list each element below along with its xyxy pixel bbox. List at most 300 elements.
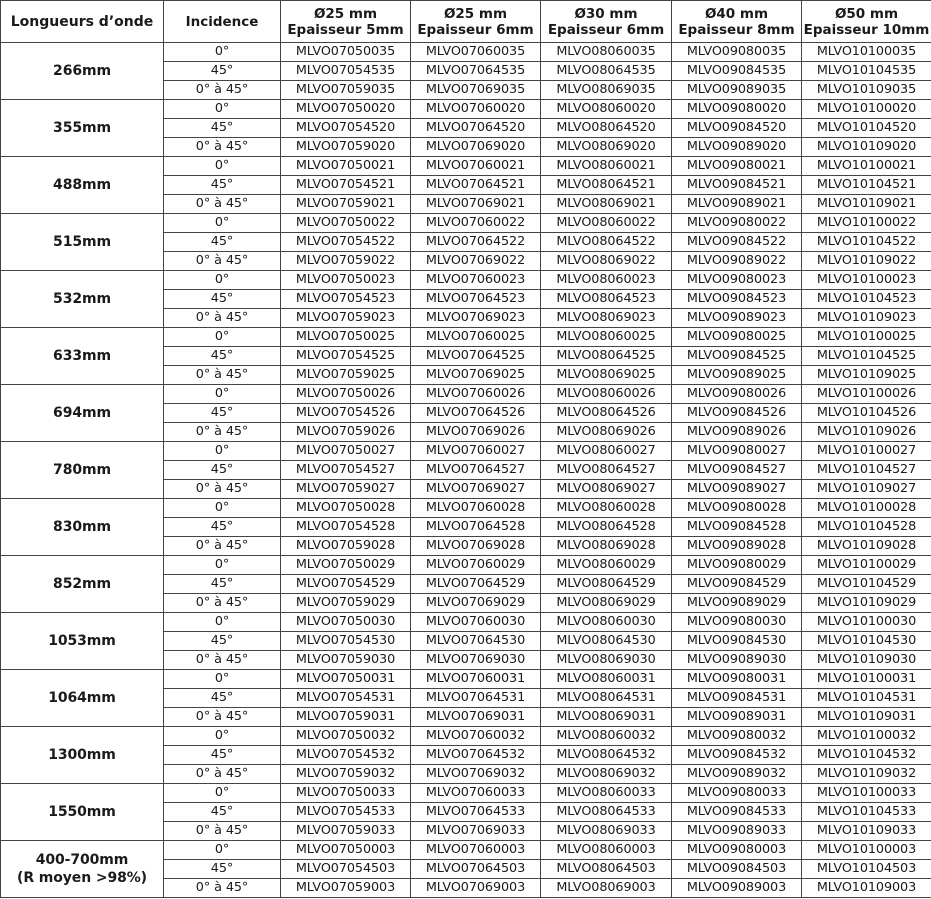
reference-cell: MLVO07054520 xyxy=(281,119,411,138)
reference-cell: MLVO08069029 xyxy=(541,594,672,613)
reference-cell: MLVO07064526 xyxy=(411,404,541,423)
reference-cell: MLVO10100027 xyxy=(802,442,931,461)
incidence-cell: 0° à 45° xyxy=(164,480,281,499)
reference-cell: MLVO08060029 xyxy=(541,556,672,575)
reference-cell: MLVO07060029 xyxy=(411,556,541,575)
wavelength-label: 1053mm xyxy=(48,633,116,649)
reference-cell: MLVO10100028 xyxy=(802,499,931,518)
reference-cell: MLVO07060003 xyxy=(411,841,541,860)
reference-cell: MLVO07060033 xyxy=(411,784,541,803)
reference-cell: MLVO07064530 xyxy=(411,632,541,651)
incidence-cell: 45° xyxy=(164,62,281,81)
reference-cell: MLVO08064529 xyxy=(541,575,672,594)
reference-cell: MLVO08060028 xyxy=(541,499,672,518)
reference-cell: MLVO07050035 xyxy=(281,43,411,62)
reference-cell: MLVO09089020 xyxy=(672,138,802,157)
reference-cell: MLVO07069033 xyxy=(411,822,541,841)
reference-cell: MLVO09089023 xyxy=(672,309,802,328)
reference-cell: MLVO09084532 xyxy=(672,746,802,765)
reference-cell: MLVO07064522 xyxy=(411,233,541,252)
reference-cell: MLVO09080027 xyxy=(672,442,802,461)
reference-cell: MLVO10104522 xyxy=(802,233,931,252)
reference-cell: MLVO09089035 xyxy=(672,81,802,100)
reference-cell: MLVO08064527 xyxy=(541,461,672,480)
reference-cell: MLVO10109025 xyxy=(802,366,931,385)
reference-cell: MLVO07054531 xyxy=(281,689,411,708)
reference-cell: MLVO09080026 xyxy=(672,385,802,404)
reference-cell: MLVO07050031 xyxy=(281,670,411,689)
reference-cell: MLVO10104528 xyxy=(802,518,931,537)
reference-cell: MLVO07064520 xyxy=(411,119,541,138)
reference-cell: MLVO09089028 xyxy=(672,537,802,556)
reference-cell: MLVO07069027 xyxy=(411,480,541,499)
reference-cell: MLVO07064525 xyxy=(411,347,541,366)
incidence-cell: 0° à 45° xyxy=(164,195,281,214)
reference-cell: MLVO07059026 xyxy=(281,423,411,442)
table-row xyxy=(1,670,931,689)
incidence-cell: 0° xyxy=(164,385,281,404)
reference-cell: MLVO07054528 xyxy=(281,518,411,537)
reference-cell: MLVO07069025 xyxy=(411,366,541,385)
reference-cell: MLVO10104525 xyxy=(802,347,931,366)
reference-cell: MLVO10100023 xyxy=(802,271,931,290)
reference-cell: MLVO07054529 xyxy=(281,575,411,594)
incidence-cell: 0° à 45° xyxy=(164,879,281,898)
table-row xyxy=(1,556,931,575)
reference-cell: MLVO07054526 xyxy=(281,404,411,423)
reference-cell: MLVO07064521 xyxy=(411,176,541,195)
reference-cell: MLVO08069025 xyxy=(541,366,672,385)
wavelength-cell xyxy=(1,613,164,670)
reference-cell: MLVO09080035 xyxy=(672,43,802,62)
reference-cell: MLVO08064532 xyxy=(541,746,672,765)
header-size-50-10: Ø50 mm Epaisseur 10mm xyxy=(802,1,931,43)
reference-cell: MLVO07064529 xyxy=(411,575,541,594)
reference-cell: MLVO07050025 xyxy=(281,328,411,347)
reference-cell: MLVO07050030 xyxy=(281,613,411,632)
wavelength-cell xyxy=(1,100,164,157)
reference-cell: MLVO08060003 xyxy=(541,841,672,860)
reference-cell: MLVO10109026 xyxy=(802,423,931,442)
incidence-cell: 0° xyxy=(164,727,281,746)
reference-cell: MLVO07060021 xyxy=(411,157,541,176)
table-row xyxy=(1,100,931,119)
wavelength-label: 1550mm xyxy=(48,804,116,820)
reference-cell: MLVO09084531 xyxy=(672,689,802,708)
incidence-cell: 45° xyxy=(164,803,281,822)
reference-cell: MLVO07059033 xyxy=(281,822,411,841)
wavelength-label: 633mm xyxy=(53,348,111,364)
reference-cell: MLVO08064530 xyxy=(541,632,672,651)
reference-cell: MLVO08069032 xyxy=(541,765,672,784)
reference-cell: MLVO10109027 xyxy=(802,480,931,499)
reference-cell: MLVO07069020 xyxy=(411,138,541,157)
reference-cell: MLVO07064532 xyxy=(411,746,541,765)
reference-cell: MLVO08069028 xyxy=(541,537,672,556)
reference-cell: MLVO09084530 xyxy=(672,632,802,651)
reference-cell: MLVO08064535 xyxy=(541,62,672,81)
table-row xyxy=(1,499,931,518)
reference-cell: MLVO08064528 xyxy=(541,518,672,537)
incidence-cell: 45° xyxy=(164,461,281,480)
wavelength-label: 830mm xyxy=(53,519,111,535)
reference-cell: MLVO07059032 xyxy=(281,765,411,784)
incidence-cell: 45° xyxy=(164,233,281,252)
reference-cell: MLVO10104529 xyxy=(802,575,931,594)
incidence-cell: 0° à 45° xyxy=(164,366,281,385)
incidence-cell: 0° xyxy=(164,613,281,632)
reference-cell: MLVO07050027 xyxy=(281,442,411,461)
reference-cell: MLVO07069030 xyxy=(411,651,541,670)
incidence-cell: 45° xyxy=(164,347,281,366)
wavelength-label: 515mm xyxy=(53,234,111,250)
reference-cell: MLVO10109035 xyxy=(802,81,931,100)
reference-cell: MLVO07050023 xyxy=(281,271,411,290)
reference-cell: MLVO08069033 xyxy=(541,822,672,841)
reference-cell: MLVO10104526 xyxy=(802,404,931,423)
reference-cell: MLVO07054503 xyxy=(281,860,411,879)
reference-cell: MLVO07050020 xyxy=(281,100,411,119)
reference-cell: MLVO07060023 xyxy=(411,271,541,290)
reference-cell: MLVO08060031 xyxy=(541,670,672,689)
reference-cell: MLVO10104530 xyxy=(802,632,931,651)
reference-cell: MLVO08060020 xyxy=(541,100,672,119)
reference-cell: MLVO07050028 xyxy=(281,499,411,518)
reference-cell: MLVO10104520 xyxy=(802,119,931,138)
reference-cell: MLVO08069027 xyxy=(541,480,672,499)
incidence-cell: 0° xyxy=(164,100,281,119)
incidence-cell: 0° à 45° xyxy=(164,765,281,784)
reference-cell: MLVO07069026 xyxy=(411,423,541,442)
reference-cell: MLVO08069021 xyxy=(541,195,672,214)
reference-cell: MLVO09084533 xyxy=(672,803,802,822)
reference-cell: MLVO07050021 xyxy=(281,157,411,176)
reference-cell: MLVO08060026 xyxy=(541,385,672,404)
reference-cell: MLVO09080031 xyxy=(672,670,802,689)
incidence-cell: 0° xyxy=(164,556,281,575)
wavelength-label: 532mm xyxy=(53,291,111,307)
reference-cell: MLVO07054535 xyxy=(281,62,411,81)
reference-cell: MLVO10100035 xyxy=(802,43,931,62)
reference-cell: MLVO09089032 xyxy=(672,765,802,784)
reference-cell: MLVO10100022 xyxy=(802,214,931,233)
reference-cell: MLVO10100021 xyxy=(802,157,931,176)
incidence-cell: 0° xyxy=(164,157,281,176)
incidence-cell: 45° xyxy=(164,404,281,423)
reference-cell: MLVO08060023 xyxy=(541,271,672,290)
header-size-25-6: Ø25 mm Epaisseur 6mm xyxy=(411,1,541,43)
reference-cell: MLVO09080020 xyxy=(672,100,802,119)
reference-cell: MLVO09084523 xyxy=(672,290,802,309)
table-row xyxy=(1,784,931,803)
reference-cell: MLVO07060025 xyxy=(411,328,541,347)
header-row xyxy=(1,1,931,43)
reference-cell: MLVO08069031 xyxy=(541,708,672,727)
header-size-25-5: Ø25 mm Epaisseur 5mm xyxy=(281,1,411,43)
reference-cell: MLVO07064533 xyxy=(411,803,541,822)
wavelength-note: (R moyen >98%) xyxy=(17,870,147,886)
reference-cell: MLVO07059022 xyxy=(281,252,411,271)
reference-cell: MLVO07059028 xyxy=(281,537,411,556)
reference-cell: MLVO09089025 xyxy=(672,366,802,385)
table-row xyxy=(1,841,931,860)
reference-cell: MLVO07060020 xyxy=(411,100,541,119)
reference-cell: MLVO09080032 xyxy=(672,727,802,746)
reference-cell: MLVO07054525 xyxy=(281,347,411,366)
reference-cell: MLVO09089027 xyxy=(672,480,802,499)
reference-cell: MLVO10109032 xyxy=(802,765,931,784)
reference-cell: MLVO07059027 xyxy=(281,480,411,499)
incidence-cell: 0° xyxy=(164,328,281,347)
reference-cell: MLVO07054530 xyxy=(281,632,411,651)
incidence-cell: 0° à 45° xyxy=(164,651,281,670)
reference-cell: MLVO10109020 xyxy=(802,138,931,157)
incidence-cell: 0° à 45° xyxy=(164,81,281,100)
reference-cell: MLVO08069035 xyxy=(541,81,672,100)
reference-cell: MLVO10100003 xyxy=(802,841,931,860)
wavelength-label: 852mm xyxy=(53,576,111,592)
reference-cell: MLVO07059031 xyxy=(281,708,411,727)
reference-cell: MLVO07059035 xyxy=(281,81,411,100)
reference-cell: MLVO10109031 xyxy=(802,708,931,727)
reference-cell: MLVO07069031 xyxy=(411,708,541,727)
reference-cell: MLVO07069035 xyxy=(411,81,541,100)
reference-cell: MLVO07054521 xyxy=(281,176,411,195)
reference-cell: MLVO10109030 xyxy=(802,651,931,670)
incidence-cell: 45° xyxy=(164,119,281,138)
incidence-cell: 45° xyxy=(164,746,281,765)
reference-cell: MLVO09084526 xyxy=(672,404,802,423)
reference-cell: MLVO09089022 xyxy=(672,252,802,271)
reference-cell: MLVO07050032 xyxy=(281,727,411,746)
reference-cell: MLVO07054532 xyxy=(281,746,411,765)
table-row xyxy=(1,214,931,233)
reference-cell: MLVO09080021 xyxy=(672,157,802,176)
incidence-cell: 45° xyxy=(164,689,281,708)
reference-cell: MLVO10104533 xyxy=(802,803,931,822)
reference-cell: MLVO09084529 xyxy=(672,575,802,594)
wavelength-cell xyxy=(1,784,164,841)
reference-cell: MLVO10104535 xyxy=(802,62,931,81)
reference-cell: MLVO07069028 xyxy=(411,537,541,556)
incidence-cell: 45° xyxy=(164,632,281,651)
reference-cell: MLVO10104531 xyxy=(802,689,931,708)
reference-cell: MLVO08060035 xyxy=(541,43,672,62)
reference-cell: MLVO10109029 xyxy=(802,594,931,613)
wavelength-cell xyxy=(1,841,164,898)
table-row xyxy=(1,328,931,347)
wavelength-cell xyxy=(1,499,164,556)
wavelength-label: 780mm xyxy=(53,462,111,478)
incidence-cell: 0° à 45° xyxy=(164,309,281,328)
table-body xyxy=(1,43,931,898)
reference-cell: MLVO08060032 xyxy=(541,727,672,746)
reference-cell: MLVO09084535 xyxy=(672,62,802,81)
reference-cell: MLVO07054527 xyxy=(281,461,411,480)
wavelength-cell xyxy=(1,442,164,499)
reference-cell: MLVO09084522 xyxy=(672,233,802,252)
reference-cell: MLVO07059025 xyxy=(281,366,411,385)
reference-cell: MLVO09080025 xyxy=(672,328,802,347)
reference-cell: MLVO07050022 xyxy=(281,214,411,233)
reference-cell: MLVO07054522 xyxy=(281,233,411,252)
table-row xyxy=(1,613,931,632)
reference-cell: MLVO08060033 xyxy=(541,784,672,803)
reference-cell: MLVO09084527 xyxy=(672,461,802,480)
reference-cell: MLVO10100030 xyxy=(802,613,931,632)
reference-cell: MLVO10104521 xyxy=(802,176,931,195)
header-size-40-8: Ø40 mm Epaisseur 8mm xyxy=(672,1,802,43)
incidence-cell: 0° xyxy=(164,442,281,461)
wavelength-label: 488mm xyxy=(53,177,111,193)
reference-cell: MLVO10100032 xyxy=(802,727,931,746)
wavelength-cell xyxy=(1,157,164,214)
reference-cell: MLVO09080029 xyxy=(672,556,802,575)
reference-cell: MLVO08064533 xyxy=(541,803,672,822)
reference-cell: MLVO07050026 xyxy=(281,385,411,404)
table-row xyxy=(1,43,931,62)
header-wavelength: Longueurs d’onde xyxy=(1,1,164,43)
reference-cell: MLVO09080003 xyxy=(672,841,802,860)
wavelength-label: 400-700mm xyxy=(35,852,129,868)
wavelength-cell xyxy=(1,385,164,442)
reference-cell: MLVO09080033 xyxy=(672,784,802,803)
reference-cell: MLVO09084503 xyxy=(672,860,802,879)
reference-cell: MLVO09080023 xyxy=(672,271,802,290)
reference-cell: MLVO07069032 xyxy=(411,765,541,784)
reference-cell: MLVO08064525 xyxy=(541,347,672,366)
reference-cell: MLVO10100033 xyxy=(802,784,931,803)
reference-cell: MLVO07064523 xyxy=(411,290,541,309)
incidence-cell: 0° à 45° xyxy=(164,537,281,556)
incidence-cell: 0° xyxy=(164,271,281,290)
reference-cell: MLVO07069029 xyxy=(411,594,541,613)
reference-cell: MLVO07064535 xyxy=(411,62,541,81)
reference-cell: MLVO10109023 xyxy=(802,309,931,328)
reference-cell: MLVO07069003 xyxy=(411,879,541,898)
reference-cell: MLVO10109003 xyxy=(802,879,931,898)
reference-cell: MLVO08064522 xyxy=(541,233,672,252)
reference-cell: MLVO09089021 xyxy=(672,195,802,214)
reference-cell: MLVO08069030 xyxy=(541,651,672,670)
wavelength-cell xyxy=(1,556,164,613)
reference-cell: MLVO08064523 xyxy=(541,290,672,309)
incidence-cell: 45° xyxy=(164,575,281,594)
reference-cell: MLVO08069026 xyxy=(541,423,672,442)
reference-cell: MLVO09084520 xyxy=(672,119,802,138)
wavelength-cell xyxy=(1,43,164,100)
reference-cell: MLVO10104527 xyxy=(802,461,931,480)
reference-cell: MLVO08060027 xyxy=(541,442,672,461)
reference-cell: MLVO10109022 xyxy=(802,252,931,271)
reference-cell: MLVO07050003 xyxy=(281,841,411,860)
reference-cell: MLVO07054523 xyxy=(281,290,411,309)
reference-cell: MLVO09080030 xyxy=(672,613,802,632)
incidence-cell: 0° xyxy=(164,670,281,689)
reference-cell: MLVO08060022 xyxy=(541,214,672,233)
reference-cell: MLVO07060028 xyxy=(411,499,541,518)
reference-cell: MLVO08064526 xyxy=(541,404,672,423)
reference-cell: MLVO09084525 xyxy=(672,347,802,366)
reference-cell: MLVO07064527 xyxy=(411,461,541,480)
incidence-cell: 0° à 45° xyxy=(164,594,281,613)
header-incidence: Incidence xyxy=(164,1,281,43)
incidence-cell: 0° xyxy=(164,841,281,860)
reference-cell: MLVO09080028 xyxy=(672,499,802,518)
incidence-cell: 45° xyxy=(164,290,281,309)
wavelength-label: 355mm xyxy=(53,120,111,136)
wavelength-cell xyxy=(1,214,164,271)
reference-cell: MLVO07060032 xyxy=(411,727,541,746)
reference-cell: MLVO10100025 xyxy=(802,328,931,347)
reference-cell: MLVO07060031 xyxy=(411,670,541,689)
reference-cell: MLVO07059030 xyxy=(281,651,411,670)
table-row xyxy=(1,442,931,461)
reference-cell: MLVO09089003 xyxy=(672,879,802,898)
wavelength-label: 1300mm xyxy=(48,747,116,763)
wavelength-cell xyxy=(1,727,164,784)
wavelength-label: 694mm xyxy=(53,405,111,421)
reference-cell: MLVO08060025 xyxy=(541,328,672,347)
incidence-cell: 0° xyxy=(164,214,281,233)
wavelength-label: 266mm xyxy=(53,63,111,79)
incidence-cell: 45° xyxy=(164,518,281,537)
reference-cell: MLVO07069022 xyxy=(411,252,541,271)
reference-cell: MLVO10109028 xyxy=(802,537,931,556)
reference-cell: MLVO08069022 xyxy=(541,252,672,271)
reference-cell: MLVO09089030 xyxy=(672,651,802,670)
reference-cell: MLVO08064520 xyxy=(541,119,672,138)
reference-cell: MLVO07050033 xyxy=(281,784,411,803)
reference-cell: MLVO09089031 xyxy=(672,708,802,727)
reference-cell: MLVO07069021 xyxy=(411,195,541,214)
reference-cell: MLVO09080022 xyxy=(672,214,802,233)
reference-cell: MLVO10104503 xyxy=(802,860,931,879)
reference-cell: MLVO08064531 xyxy=(541,689,672,708)
incidence-cell: 45° xyxy=(164,176,281,195)
reference-cell: MLVO07060022 xyxy=(411,214,541,233)
reference-cell: MLVO10104532 xyxy=(802,746,931,765)
table-row xyxy=(1,727,931,746)
table-row xyxy=(1,385,931,404)
reference-cell: MLVO08069003 xyxy=(541,879,672,898)
incidence-cell: 0° xyxy=(164,499,281,518)
reference-cell: MLVO10100031 xyxy=(802,670,931,689)
reference-cell: MLVO07059029 xyxy=(281,594,411,613)
reference-cell: MLVO08069023 xyxy=(541,309,672,328)
reference-cell: MLVO07059003 xyxy=(281,879,411,898)
reference-cell: MLVO08060030 xyxy=(541,613,672,632)
table-row xyxy=(1,157,931,176)
reference-cell: MLVO07064531 xyxy=(411,689,541,708)
wavelength-cell xyxy=(1,328,164,385)
reference-cell: MLVO07054533 xyxy=(281,803,411,822)
reference-cell: MLVO07059020 xyxy=(281,138,411,157)
reference-cell: MLVO10100029 xyxy=(802,556,931,575)
reference-cell: MLVO07060035 xyxy=(411,43,541,62)
wavelength-label: 1064mm xyxy=(48,690,116,706)
reference-cell: MLVO08069020 xyxy=(541,138,672,157)
reference-cell: MLVO07060026 xyxy=(411,385,541,404)
reference-cell: MLVO10109033 xyxy=(802,822,931,841)
wavelength-cell xyxy=(1,271,164,328)
reference-cell: MLVO08060021 xyxy=(541,157,672,176)
incidence-cell: 0° à 45° xyxy=(164,822,281,841)
header-size-30-6: Ø30 mm Epaisseur 6mm xyxy=(541,1,672,43)
reference-cell: MLVO10100020 xyxy=(802,100,931,119)
reference-cell: MLVO07060030 xyxy=(411,613,541,632)
reference-cell: MLVO07069023 xyxy=(411,309,541,328)
